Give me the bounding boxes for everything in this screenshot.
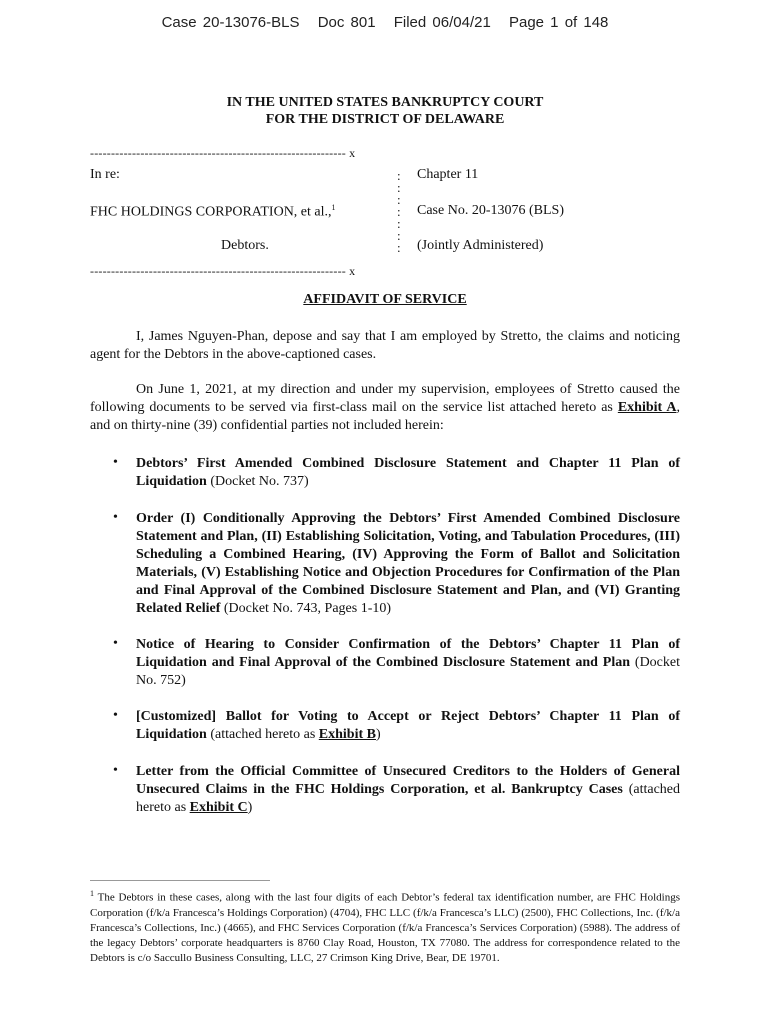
list-item: Notice of Hearing to Consider Confirmation of the Debtors’ Chapter 11 Plan of Liquidation and Final Approval of the Combined Disclosure Statement and Plan (Docket No. 752) bbox=[136, 637, 681, 688]
filing-header bbox=[0, 14, 770, 31]
case-number: Case 20-13076-BLS bbox=[161, 14, 300, 31]
bullet-icon: • bbox=[113, 636, 118, 651]
court-name: IN THE UNITED STATES BANKRUPTCY COURT FOR THE DISTRICT OF DELAWARE bbox=[226, 95, 544, 127]
jointly-administered-label: (Jointly Administered) bbox=[417, 238, 544, 253]
bullet-icon: • bbox=[113, 510, 118, 525]
chapter-label: Chapter 11 bbox=[417, 167, 479, 182]
footnote-reference: 1 bbox=[331, 203, 336, 212]
bullet-icon: • bbox=[113, 708, 118, 723]
bullet-icon: • bbox=[113, 455, 118, 470]
list-item: Order (I) Conditionally Approving the Debtors’ First Amended Combined Disclosure Statement and Plan, (II) Establishing Solicitation, Voting, and Tabulation Procedures, (III) Scheduling a Combined Hearing, (IV) Approving the Form of Ballot and Solicitation Materials, (V) Establishing Notice and Objection Procedures for Confirmation of the Plan and Final Approval of the Combined Disclosure Statement and Plan, and (VI) Granting Related Relief (Docket No. 743, Pages 1-10) bbox=[136, 511, 680, 616]
filed-date: Filed 06/04/21 bbox=[393, 14, 491, 31]
exhibit-c-reference: Exhibit C bbox=[189, 800, 248, 815]
caption-colon: : : : : : : : bbox=[397, 168, 401, 255]
in-re-label: In re: bbox=[90, 167, 120, 182]
document-title: AFFIDAVIT OF SERVICE bbox=[303, 292, 467, 307]
case-no-label: Case No. 20-13076 (BLS) bbox=[417, 203, 564, 218]
page-number: Page 1 of 148 bbox=[508, 14, 609, 31]
paragraph-1: I, James Nguyen-Phan, depose and say that I am employed by Stretto, the claims and noticing agent for the Debtors in the above-captioned cases. bbox=[90, 329, 680, 362]
debtors-label: Debtors. bbox=[221, 238, 269, 253]
list-item: Debtors’ First Amended Combined Disclosure Statement and Chapter 11 Plan of Liquidation (Docket No. 737) bbox=[136, 456, 680, 489]
footnote: $^1$ The Debtors in these cases, along with the last four digits of each Debtor’s federal tax identification number, are FHC Holdings Corporation (f/k/a Francesca’s Holdings Corporation) (4704), FHC LLC (f/k/a Francesca’s LLC) (2500), FHC Collections, Inc. (f/k/a Francesca’s Collections, Inc.) (4665), and FHC Services Corporation (f/k/a Francesca’s Services Corporation) (5988). The address of the legacy Debtors’ corporate headquarters is 8760 Clay Road, Houston, TX 77080. The address for correspondence related to the Debtors is c/o Saccullo Business Consulting, LLC, 27 Crimson King Drive, Bear, DE 19701. bbox=[90, 889, 680, 964]
bullet-icon: • bbox=[113, 763, 118, 778]
exhibit-b-reference: Exhibit B bbox=[318, 727, 376, 742]
list-item: [Customized] Ballot for Voting to Accept or Reject Debtors’ Chapter 11 Plan of Liquidation (attached hereto as Exhibit B) bbox=[136, 709, 680, 742]
paragraph-2: On June 1, 2021, at my direction and under my supervision, employees of Stretto caused the following documents to be served via first-class mail on the service list attached hereto as Exhibit A, and on thirty-nine (39) confidential parties not included herein: bbox=[90, 382, 680, 433]
doc-number: Doc 801 bbox=[317, 14, 376, 31]
caption-bottom-divider: ------------------------------------------------------------- x bbox=[90, 264, 356, 278]
footnote-mark: 1 bbox=[90, 889, 94, 898]
list-item: Letter from the Official Committee of Unsecured Creditors to the Holders of General Unsecured Claims in the FHC Holdings Corporation, et al. Bankruptcy Cases (attached hereto as Exhibit C) bbox=[136, 764, 680, 815]
exhibit-a-reference: Exhibit A bbox=[617, 400, 677, 415]
footnote-divider bbox=[90, 880, 270, 881]
debtor-name: FHC HOLDINGS CORPORATION, et al.,$^1$ bbox=[90, 203, 336, 220]
caption-top-divider: ------------------------------------------------------------- x bbox=[90, 146, 356, 160]
